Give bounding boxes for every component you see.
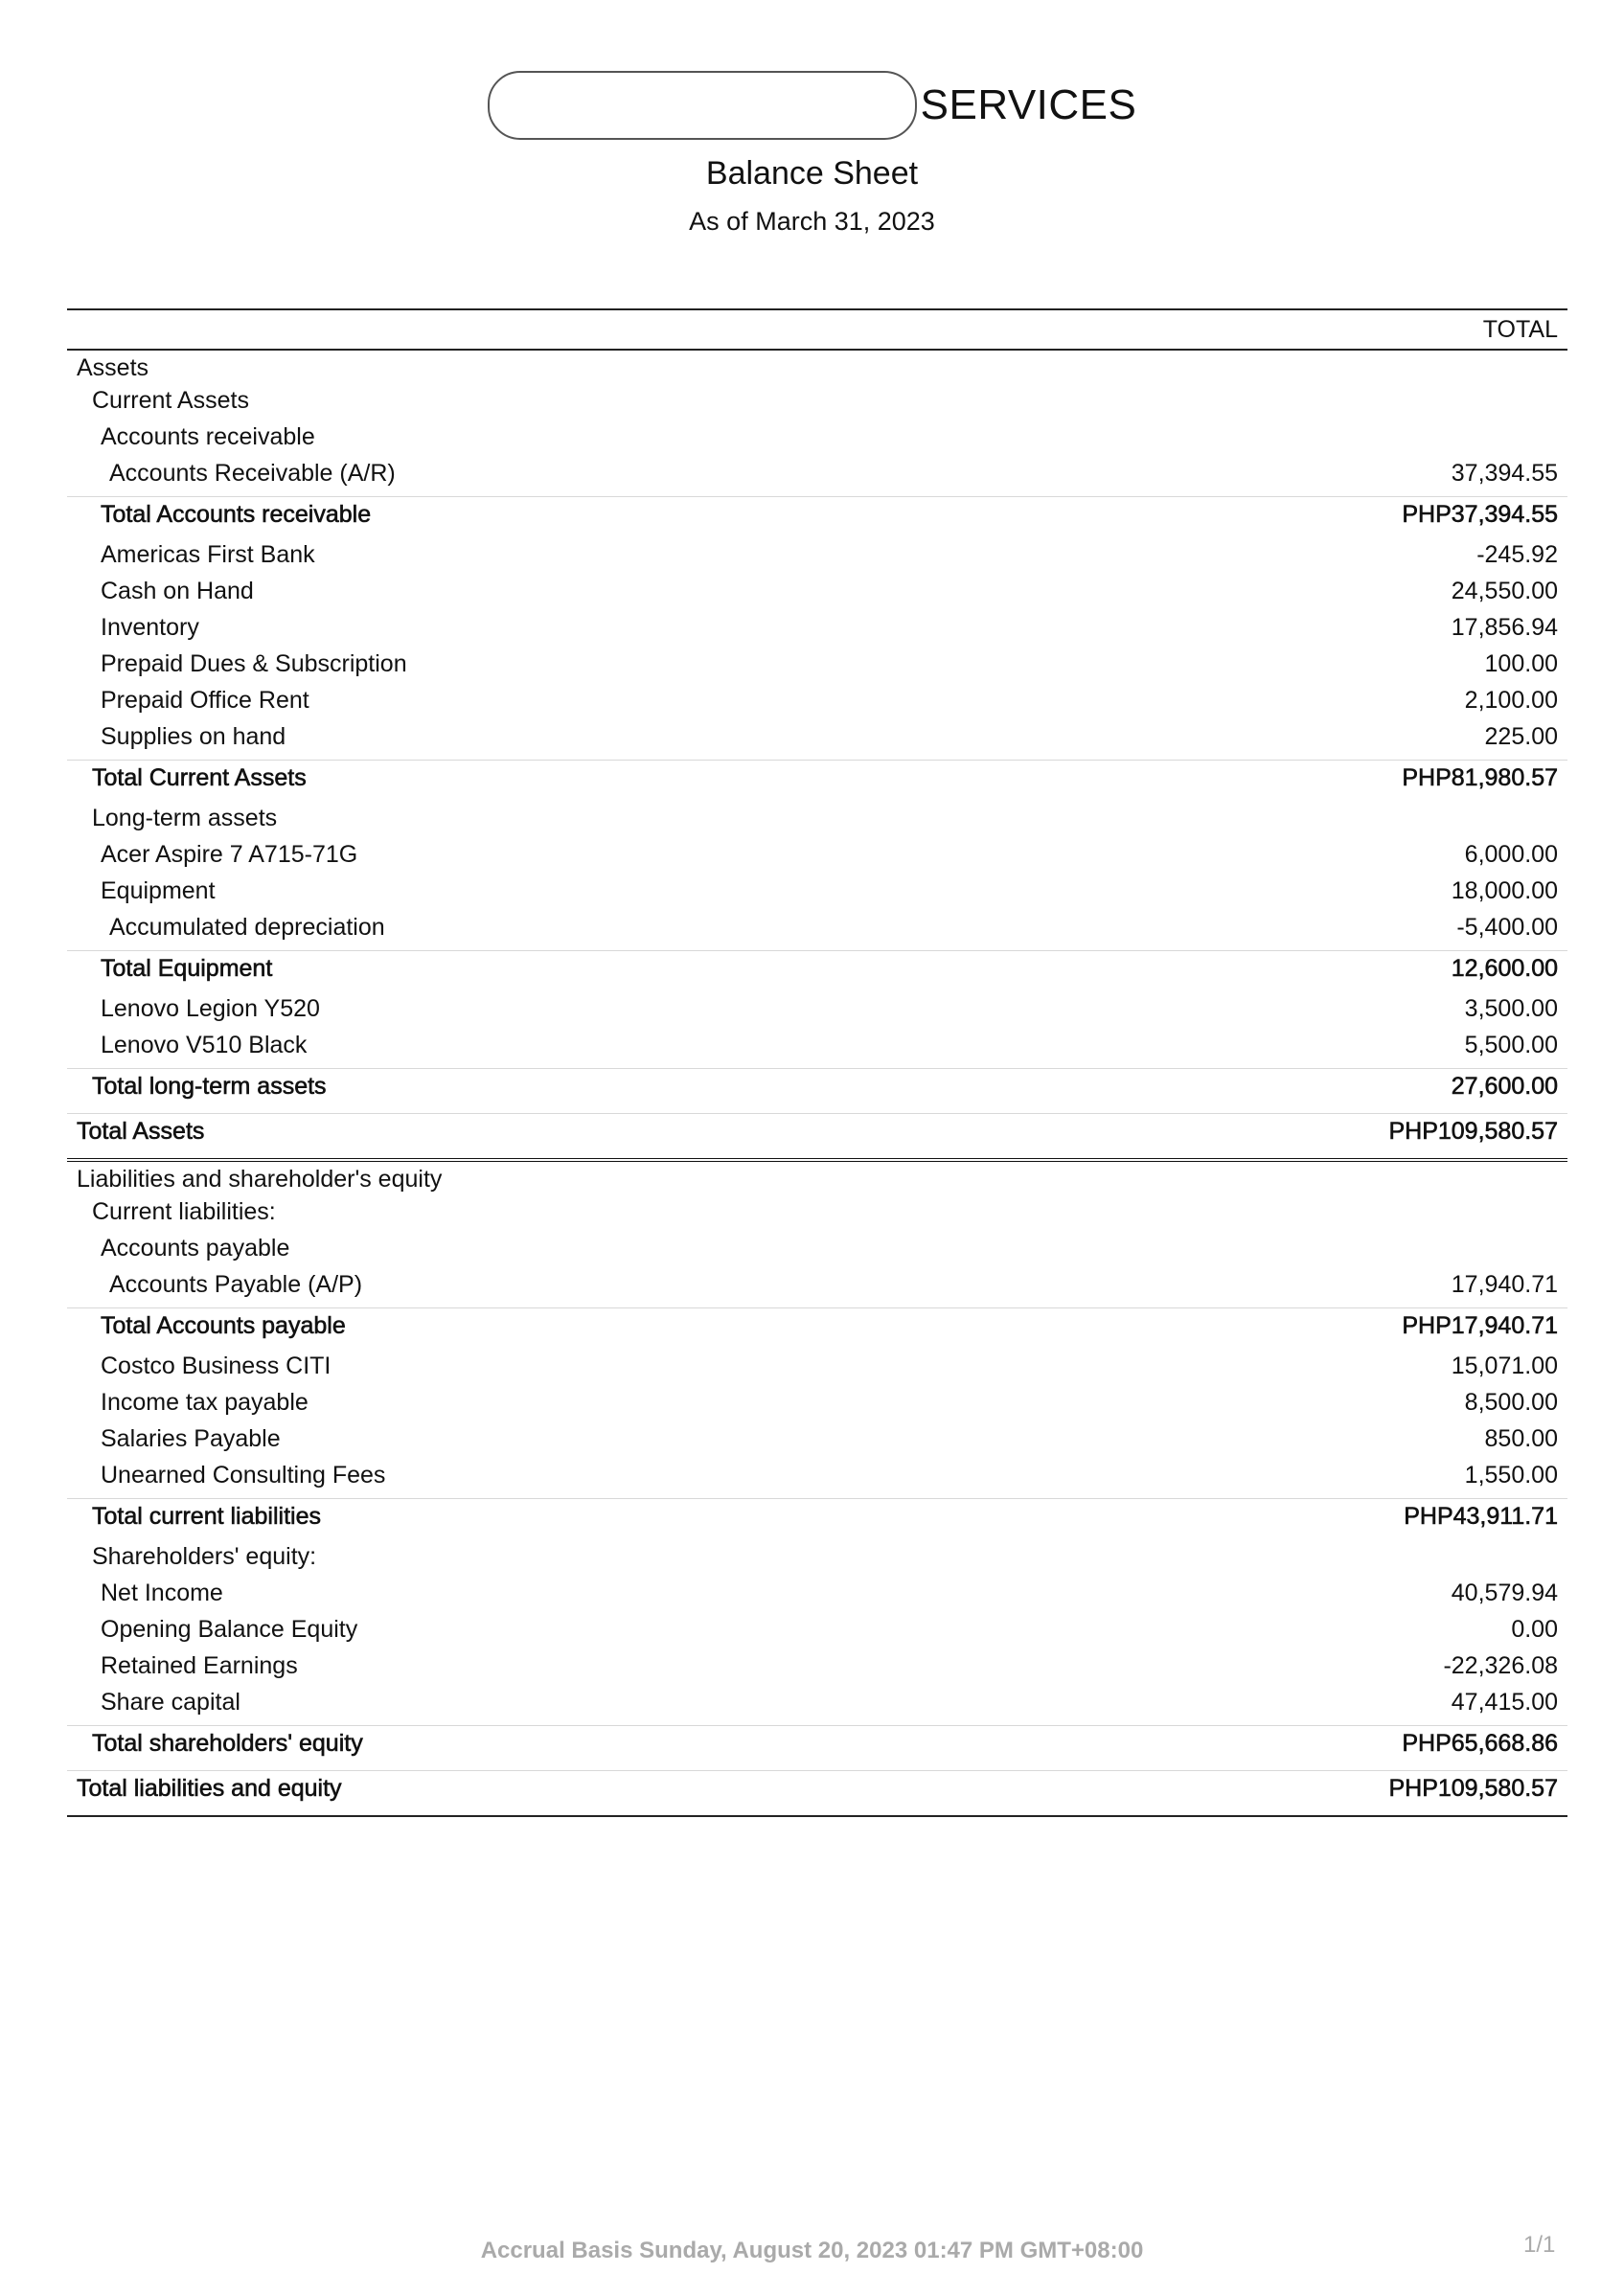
- table-row: [67, 1198, 1567, 1235]
- total-row: [67, 761, 1567, 805]
- table-row: [67, 1032, 1567, 1068]
- row-amount: 47,415.00: [1451, 1689, 1558, 1716]
- row-amount: 5,500.00: [1464, 1032, 1558, 1058]
- total-liabilities-equity-row: [67, 1771, 1567, 1815]
- row-amount: 24,550.00: [1451, 578, 1558, 604]
- table-row: [67, 805, 1567, 841]
- row-amount: 8,500.00: [1464, 1389, 1558, 1416]
- table-row: [67, 387, 1567, 423]
- report-title: Balance Sheet: [705, 155, 919, 192]
- row-label: Share capital: [101, 1689, 240, 1716]
- total-row: [67, 1726, 1567, 1770]
- row-label: Accounts receivable: [101, 423, 315, 450]
- row-amount: 17,856.94: [1451, 614, 1558, 641]
- balance-sheet-table: [67, 308, 1567, 1817]
- table-row: [67, 1425, 1567, 1462]
- row-amount: 6,000.00: [1464, 841, 1558, 868]
- row-label: Total Equipment: [101, 955, 273, 982]
- table-row: [67, 1389, 1567, 1425]
- row-label: Cash on Hand: [101, 578, 254, 604]
- total-assets-row: [67, 1114, 1567, 1158]
- total-row: [67, 497, 1567, 541]
- row-label: Current liabilities:: [92, 1198, 276, 1225]
- row-amount: 17,940.71: [1451, 1271, 1558, 1298]
- row-label: Long-term assets: [92, 805, 278, 831]
- row-label: Shareholders' equity:: [92, 1543, 317, 1570]
- table-row: [67, 1689, 1567, 1725]
- row-label: Retained Earnings: [101, 1652, 298, 1679]
- column-header: [67, 310, 1567, 351]
- report-date: As of March 31, 2023: [689, 207, 935, 236]
- table-row: [67, 1353, 1567, 1389]
- row-label: Assets: [77, 354, 149, 381]
- row-amount: 2,100.00: [1464, 687, 1558, 714]
- table-row: [67, 460, 1567, 496]
- table-row: [67, 614, 1567, 650]
- report-footer: Accrual Basis Sunday, August 20, 2023 01:47 PM GMT+08:00: [480, 2238, 1144, 2263]
- row-label: Accounts Receivable (A/R): [109, 460, 396, 487]
- row-label: Americas First Bank: [101, 541, 315, 568]
- table-row: [67, 1271, 1567, 1307]
- row-label: Equipment: [101, 877, 216, 904]
- row-label: Accumulated depreciation: [109, 914, 385, 941]
- table-row: [67, 578, 1567, 614]
- row-amount: -245.92: [1476, 541, 1558, 568]
- row-amount: 12,600.00: [1451, 955, 1558, 982]
- table-row: [67, 650, 1567, 687]
- company-header: [0, 67, 1624, 144]
- company-name: SERVICES: [920, 81, 1137, 128]
- row-amount: 3,500.00: [1464, 995, 1558, 1022]
- table-row: [67, 351, 1567, 387]
- row-amount: 850.00: [1484, 1425, 1558, 1452]
- row-amount: 37,394.55: [1451, 460, 1558, 487]
- row-label: Income tax payable: [101, 1389, 309, 1416]
- row-label: Unearned Consulting Fees: [101, 1462, 386, 1489]
- row-amount: 27,600.00: [1451, 1073, 1558, 1100]
- row-amount: PHP109,580.57: [1388, 1775, 1558, 1802]
- row-label: Liabilities and shareholder's equity: [77, 1166, 443, 1193]
- total-row: [67, 951, 1567, 995]
- row-label: Lenovo Legion Y520: [101, 995, 320, 1022]
- row-amount: PHP17,940.71: [1402, 1312, 1558, 1339]
- row-label: Total liabilities and equity: [77, 1775, 342, 1802]
- table-row: [67, 1652, 1567, 1689]
- row-amount: -22,326.08: [1443, 1652, 1558, 1679]
- row-amount: 40,579.94: [1451, 1580, 1558, 1606]
- row-label: Inventory: [101, 614, 199, 641]
- page-number: 1/1: [1523, 2232, 1556, 2258]
- row-amount: 0.00: [1511, 1616, 1558, 1643]
- table-row: [67, 723, 1567, 760]
- row-label: Salaries Payable: [101, 1425, 281, 1452]
- row-label: Accounts Payable (A/P): [109, 1271, 363, 1298]
- table-row: [67, 1543, 1567, 1580]
- table-row: [67, 995, 1567, 1032]
- row-amount: PHP43,911.71: [1404, 1503, 1558, 1530]
- row-label: Costco Business CITI: [101, 1353, 332, 1379]
- table-row: [67, 1616, 1567, 1652]
- row-amount: PHP65,668.86: [1402, 1730, 1558, 1757]
- redacted-company-name: [488, 71, 917, 140]
- row-label: Total Accounts payable: [101, 1312, 346, 1339]
- row-amount: 1,550.00: [1464, 1462, 1558, 1489]
- total-row: [67, 1499, 1567, 1543]
- row-label: Total long-term assets: [92, 1073, 327, 1100]
- table-row: [67, 1162, 1567, 1198]
- row-label: Total shareholders' equity: [92, 1730, 363, 1757]
- total-row: [67, 1069, 1567, 1113]
- row-amount: -5,400.00: [1456, 914, 1558, 941]
- row-label: Total current liabilities: [92, 1503, 321, 1530]
- table-row: [67, 841, 1567, 877]
- table-row: [67, 1462, 1567, 1498]
- table-row: [67, 1580, 1567, 1616]
- row-amount: 15,071.00: [1451, 1353, 1558, 1379]
- table-row: [67, 541, 1567, 578]
- row-label: Total Current Assets: [92, 764, 307, 791]
- row-label: Lenovo V510 Black: [101, 1032, 308, 1058]
- row-amount: PHP37,394.55: [1402, 501, 1558, 528]
- table-row: [67, 687, 1567, 723]
- total-row: [67, 1308, 1567, 1353]
- row-amount: 225.00: [1484, 723, 1558, 750]
- table-row: [67, 877, 1567, 914]
- row-label: Net Income: [101, 1580, 223, 1606]
- row-label: Current Assets: [92, 387, 249, 414]
- table-row: [67, 914, 1567, 950]
- row-label: Acer Aspire 7 A715-71G: [101, 841, 358, 868]
- row-amount: PHP81,980.57: [1402, 764, 1558, 791]
- total-column-header: TOTAL: [1482, 316, 1558, 343]
- row-label: Accounts payable: [101, 1235, 290, 1262]
- table-row: [67, 423, 1567, 460]
- row-label: Prepaid Dues & Subscription: [101, 650, 407, 677]
- row-label: Total Assets: [77, 1118, 205, 1145]
- table-row: [67, 1235, 1567, 1271]
- row-amount: PHP109,580.57: [1388, 1118, 1558, 1145]
- row-amount: 18,000.00: [1451, 877, 1558, 904]
- row-amount: 100.00: [1484, 650, 1558, 677]
- row-label: Opening Balance Equity: [101, 1616, 358, 1643]
- row-label: Prepaid Office Rent: [101, 687, 309, 714]
- row-label: Total Accounts receivable: [101, 501, 372, 528]
- row-label: Supplies on hand: [101, 723, 286, 750]
